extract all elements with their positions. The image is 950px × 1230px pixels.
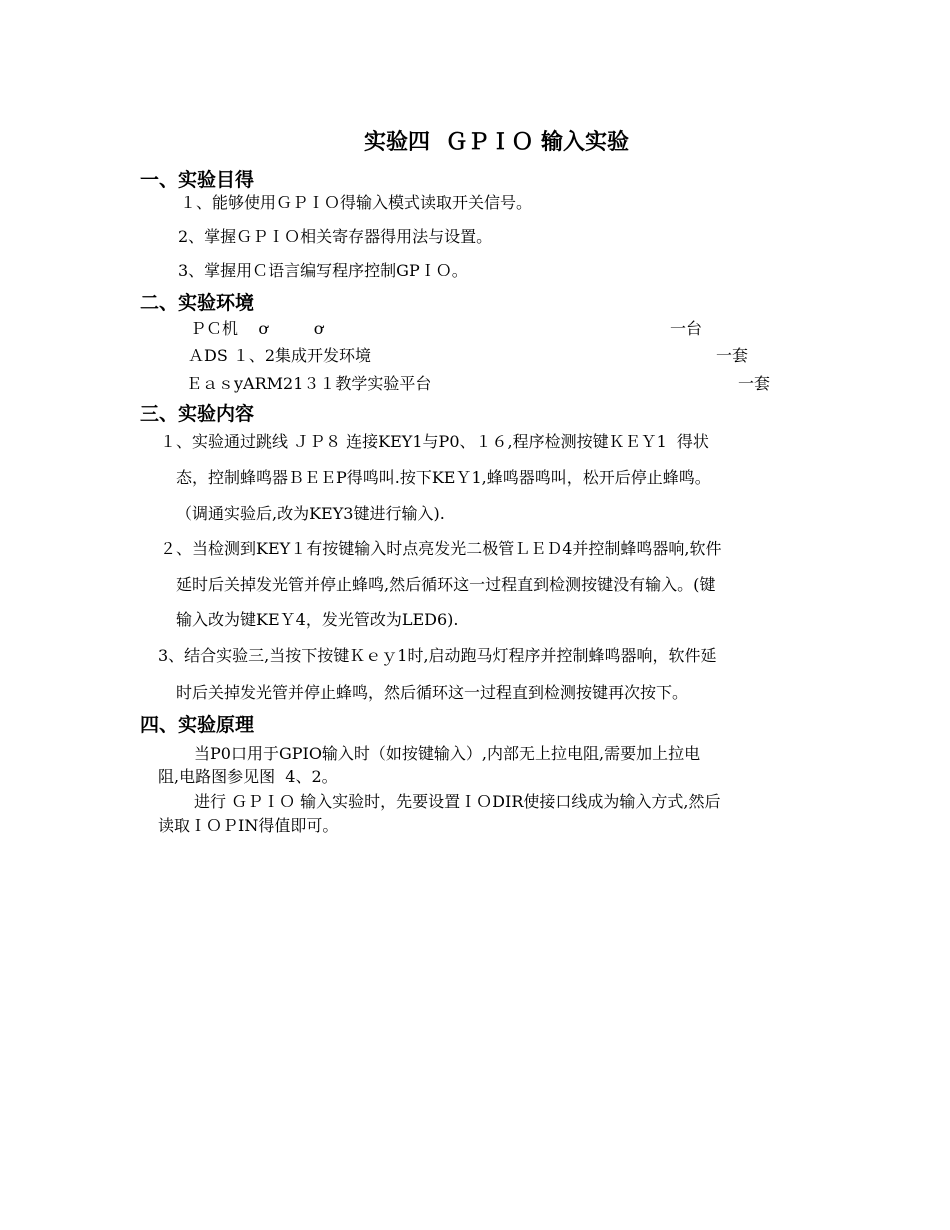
principle-line-2: 阻,电路图参见图 4、2。 (158, 767, 338, 786)
principle-line-3: 进行 ＧＰＩＯ 输入实验时，先要设置ＩＯDIR使接口线成为输入方式,然后 (194, 792, 721, 811)
section-heading-content: 三、实验内容 (140, 403, 255, 425)
purpose-line-1: １、能够使用ＧＰＩＯ得输入模式读取开关信号。 (180, 193, 533, 212)
equipment-qty-1: 一台 (670, 319, 703, 338)
content-line-3: （调通实验后,改为KEY3键进行输入). (176, 504, 445, 523)
content-line-8: 时后关掉发光管并停止蜂鸣，然后循环这一过程直到检测按键再次按下。 (176, 683, 689, 702)
content-line-5: 延时后关掉发光管并停止蜂鸣,然后循环这一过程直到检测按键没有输入。(键 (176, 575, 716, 594)
section-heading-environment: 二、实验环境 (140, 292, 255, 314)
purpose-line-3: 3、掌握用Ｃ语言编写程序控制GPＩＯ。 (178, 261, 468, 280)
purpose-line-2: 2、掌握ＧＰＩＯ相关寄存器得用法与设置。 (178, 227, 493, 246)
equipment-qty-3: 一套 (738, 374, 771, 393)
content-line-7: 3、结合实验三,当按下按键Ｋｅｙ1时,启动跑马灯程序并控制蜂鸣器响，软件延 (158, 646, 717, 665)
content-line-2: 态，控制蜂鸣器ＢＥＥP得鸣叫.按下KEＹ1,蜂鸣器鸣叫，松开后停止蜂鸣。 (176, 468, 711, 487)
equipment-qty-2: 一套 (716, 346, 749, 365)
principle-line-1: 当P0口用于GPIO输入时（如按键输入）,内部无上拉电阻,需要加上拉电 (194, 744, 701, 763)
section-heading-purpose: 一、实验目得 (140, 169, 255, 191)
equipment-name-2: ＡDS １、2集成开发环境 (188, 346, 372, 365)
content-line-6: 输入改为键KEＹ4，发光管改为LED6). (176, 610, 459, 629)
section-heading-principle: 四、实验原理 (140, 714, 255, 736)
equipment-name-1: ＰＣ机 ơ ơ (190, 319, 324, 338)
document-title: 实验四 ＧＰＩＯ 输入实验 (364, 129, 629, 155)
content-line-4: ２、当检测到KEY１有按键输入时点亮发光二极管ＬＥＤ4并控制蜂鸣器响,软件 (160, 539, 722, 558)
content-line-1: １、实验通过跳线 ＪＰ８ 连接KEY1与P0、１６,程序检测按键ＫＥＹ1 得状 (160, 432, 709, 451)
equipment-name-3: ＥａｓyARM21３１教学实验平台 (186, 374, 432, 393)
principle-line-4: 读取ＩＯＰIN得值即可。 (158, 816, 339, 835)
